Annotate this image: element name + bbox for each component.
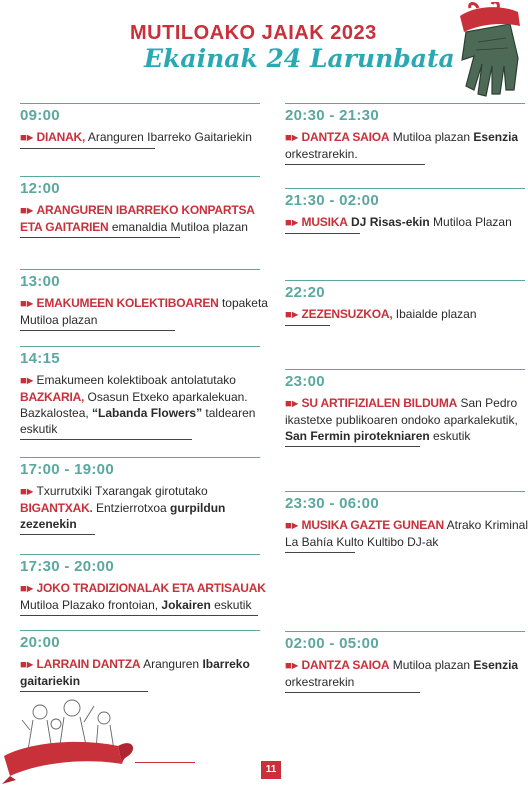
event-underline [20, 237, 180, 238]
event-time: 14:15 [20, 350, 60, 367]
event-description [285, 129, 528, 162]
event-underline [20, 534, 95, 535]
section-divider [20, 346, 260, 347]
event-highlight: MUSIKA GAZTE GUNEAN [301, 518, 444, 532]
schedule-event [285, 373, 528, 447]
event-description [285, 657, 528, 690]
arrow-bullet-icon: ■► [285, 217, 299, 229]
arrow-bullet-icon: ■► [285, 309, 299, 321]
schedule-event [20, 634, 270, 692]
schedule-event [285, 192, 528, 234]
event-description [20, 295, 270, 328]
event-text: taldearen eskutik [20, 406, 256, 436]
event-description [285, 517, 528, 550]
event-text: Osasun Etxeko aparkalekuan. Bazkalostea, [20, 390, 248, 420]
event-text: “Labanda Flowers” [92, 406, 203, 420]
event-description [20, 129, 270, 146]
event-text: eskutik [210, 598, 252, 612]
event-description [20, 656, 270, 689]
schedule-event [20, 558, 270, 616]
event-underline [20, 330, 175, 331]
glove-illustration [448, 2, 526, 98]
event-underline [285, 446, 420, 447]
event-text: topaketa Mutiloa plazan [20, 296, 268, 327]
event-description [285, 306, 528, 323]
event-text: eskutik [429, 429, 471, 443]
event-text: orkestrarekin. [285, 147, 358, 161]
schedule-event [285, 635, 528, 693]
page-subtitle: Ekainak 24 Larunbata [144, 44, 455, 73]
arrow-bullet-icon: ■► [20, 205, 34, 217]
event-time: 22:20 [285, 284, 325, 301]
event-text: DJ Risas-ekin [351, 215, 430, 229]
schedule-event [285, 495, 528, 553]
event-description [20, 580, 270, 613]
schedule-event [20, 461, 270, 535]
event-underline [285, 233, 360, 234]
event-text: Emakumeen kolektiboak antolatutako [36, 373, 236, 387]
section-divider [20, 630, 260, 631]
event-text: Mutiloa Plazan [429, 215, 512, 229]
event-text: San Fermin pirotekniaren [285, 429, 430, 443]
section-divider [20, 269, 260, 270]
event-underline [20, 615, 258, 616]
event-text: Ibarreko gaitariekin [20, 657, 250, 688]
arrow-bullet-icon: ■► [20, 659, 34, 671]
section-divider [285, 369, 525, 370]
event-time: 20:30 - 21:30 [285, 107, 379, 124]
event-description [285, 214, 528, 231]
section-divider [20, 554, 260, 555]
event-description [20, 483, 270, 532]
event-underline [285, 164, 425, 165]
event-time: 02:00 - 05:00 [285, 635, 379, 652]
event-text: orkestrarekin [285, 675, 355, 689]
schedule-event [20, 107, 270, 149]
arrow-bullet-icon: ■► [285, 660, 299, 672]
event-time: 17:30 - 20:00 [20, 558, 114, 575]
schedule-event [285, 284, 528, 326]
people-sketch-illustration [0, 690, 140, 785]
event-highlight: BIGANTXAK. [20, 501, 93, 515]
event-underline [20, 148, 155, 149]
event-text: Aranguren [140, 657, 203, 671]
event-text: Mutiloa plazan [389, 658, 474, 672]
event-text: gurpildun zezenekin [20, 501, 226, 531]
event-text: Jokairen [161, 598, 211, 612]
event-highlight: DANTZA SAIOA [301, 658, 390, 672]
event-text: Esenzia [473, 658, 519, 672]
schedule-event [20, 273, 270, 331]
event-text: Mutiloa plazan [389, 130, 474, 144]
section-divider [285, 631, 525, 632]
event-text: Esenzia [473, 130, 519, 144]
page-title: MUTILOAKO JAIAK 2023 [130, 22, 377, 44]
event-time: 09:00 [20, 107, 60, 124]
footer-rule [135, 762, 195, 763]
event-text: Ibaialde plazan [392, 307, 477, 321]
event-text: Atrako Kriminal La Bahía Kulto Kultibo DJ-ak [285, 518, 528, 549]
event-text: emanaldia Mutiloa plazan [108, 220, 248, 234]
event-description [20, 202, 270, 235]
event-time: 21:30 - 02:00 [285, 192, 379, 209]
arrow-bullet-icon: ■► [285, 132, 299, 144]
event-text: Aranguren Ibarreko Gaitariekin [85, 130, 252, 144]
schedule-event [20, 180, 270, 238]
event-time: 12:00 [20, 180, 60, 197]
arrow-bullet-icon: ■► [20, 486, 34, 498]
section-divider [285, 491, 525, 492]
arrow-bullet-icon: ■► [285, 520, 299, 532]
page-number: 11 [261, 761, 281, 779]
event-highlight: LARRAIN DANTZA [36, 657, 141, 671]
section-divider [285, 103, 525, 104]
event-time: 13:00 [20, 273, 60, 290]
event-time: 23:30 - 06:00 [285, 495, 379, 512]
event-highlight: ZEZENSUZKOA, [301, 307, 393, 321]
event-text: Entzierrotxoa [92, 501, 171, 515]
section-divider [285, 188, 525, 189]
event-highlight: BAZKARIA, [20, 390, 85, 404]
event-time: 17:00 - 19:00 [20, 461, 114, 478]
section-divider [20, 103, 260, 104]
event-description [285, 395, 528, 444]
arrow-bullet-icon: ■► [20, 132, 34, 144]
event-text: Txurrutxiki Txarangak girotutako [36, 484, 208, 498]
event-description [20, 372, 270, 437]
event-highlight: JOKO TRADIZIONALAK ETA ARTISAUAK [36, 581, 266, 595]
event-underline [285, 552, 355, 553]
section-divider [285, 280, 525, 281]
schedule-event [20, 350, 270, 440]
section-divider [20, 457, 260, 458]
event-highlight: MUSIKA [301, 215, 348, 229]
event-highlight: ARANGUREN IBARREKO KONPARTSA ETA GAITARIEN [20, 203, 255, 234]
event-time: 23:00 [285, 373, 325, 390]
event-highlight: SU ARTIFIZIALEN BILDUMA [301, 396, 458, 410]
event-highlight: EMAKUMEEN KOLEKTIBOAREN [36, 296, 219, 310]
event-time: 20:00 [20, 634, 60, 651]
section-divider [20, 176, 260, 177]
event-highlight: DIANAK, [36, 130, 86, 144]
event-highlight: DANTZA SAIOA [301, 130, 390, 144]
event-underline [285, 325, 330, 326]
event-text: Mutiloa Plazako frontoian, [20, 598, 162, 612]
arrow-bullet-icon: ■► [20, 375, 34, 387]
event-underline [20, 439, 192, 440]
arrow-bullet-icon: ■► [285, 398, 299, 410]
schedule-event [285, 107, 528, 165]
event-underline [285, 692, 420, 693]
event-text: San Pedro ikastetxe publikoaren ondoko aparkalekutik, [285, 396, 518, 427]
arrow-bullet-icon: ■► [20, 298, 34, 310]
arrow-bullet-icon: ■► [20, 583, 34, 595]
